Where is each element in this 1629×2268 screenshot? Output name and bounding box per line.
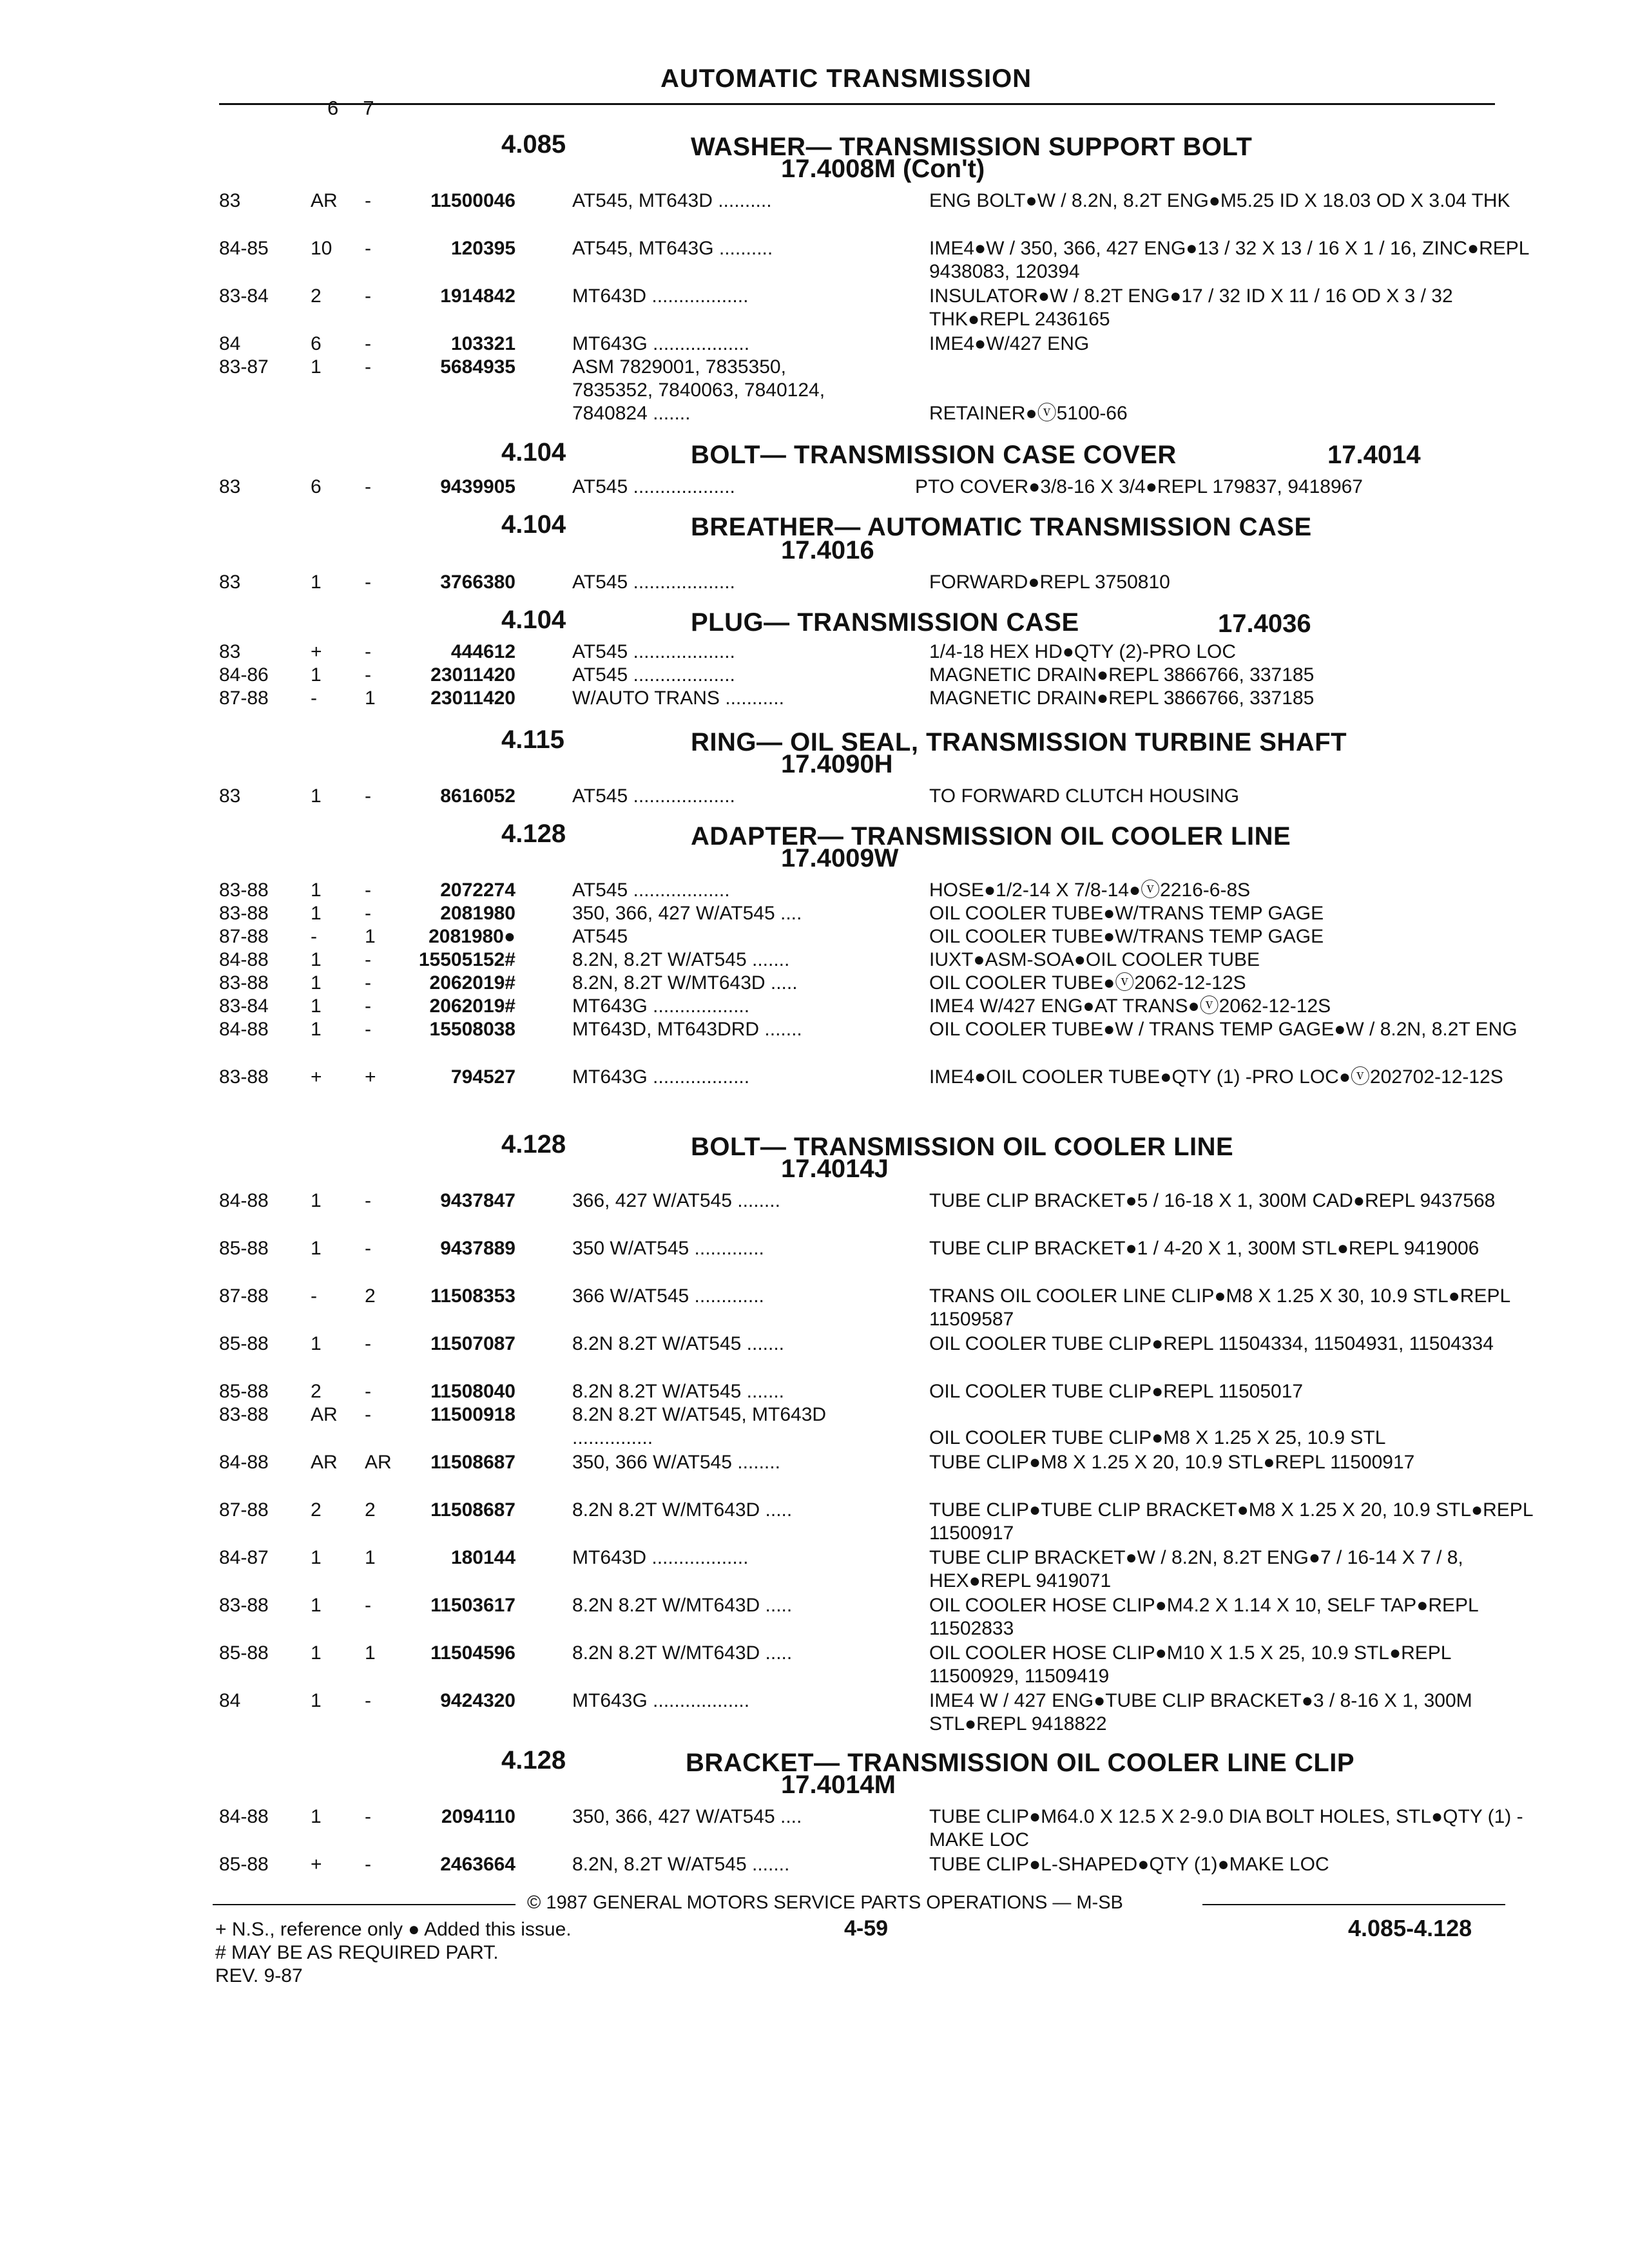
row-model: AT545, MT643G ..........: [572, 238, 773, 259]
row-qty-col7: -: [365, 1381, 371, 1402]
section-title: BREATHER— AUTOMATIC TRANSMISSION CASE: [691, 513, 1312, 541]
section-code: 17.4014M: [781, 1771, 896, 1799]
row-model: MT643G ..................: [572, 1066, 750, 1088]
row-part-number: 444612: [450, 641, 516, 662]
row-part-number: 11507087: [430, 1333, 516, 1354]
row-qty-col6: 6: [311, 476, 322, 497]
row-part-number: 9424320: [440, 1690, 516, 1711]
row-qty-col7: -: [365, 356, 371, 378]
row-part-number: 11508687: [430, 1452, 516, 1473]
row-description: PTO COVER●3/8-16 X 3/4●REPL 179837, 9418967: [915, 476, 1363, 497]
row-part-number: 9437847: [440, 1190, 516, 1211]
row-years: 87-88: [219, 926, 269, 947]
row-model: 350 W/AT545 .............: [572, 1238, 764, 1259]
row-years: 87-88: [219, 1285, 269, 1307]
row-part-number: 180144: [450, 1547, 516, 1568]
row-qty-col7: 1: [365, 1642, 376, 1664]
row-part-number: 2094110: [441, 1806, 516, 1827]
row-qty-col6: 2: [311, 1499, 322, 1521]
row-part-number: 2463664: [440, 1854, 516, 1875]
row-qty-col7: -: [365, 949, 371, 970]
footnote-reference: + N.S., reference only ● Added this issue.: [215, 1919, 572, 1940]
row-years: 83-88: [219, 903, 269, 924]
row-qty-col7: 1: [365, 926, 376, 947]
section-code: 17.4008M (Con't): [781, 155, 985, 183]
row-part-number: 11508040: [430, 1381, 516, 1402]
row-qty-col6: -: [311, 1285, 317, 1307]
row-model: 8.2N 8.2T W/MT643D .....: [572, 1595, 793, 1616]
row-part-number: 9437889: [440, 1238, 516, 1259]
row-years: 83: [219, 785, 241, 807]
row-model: MT643D, MT643DRD .......: [572, 1019, 802, 1040]
row-description: MAGNETIC DRAIN●REPL 3866766, 337185: [929, 687, 1315, 709]
row-years: 83-88: [219, 972, 269, 994]
row-qty-col6: 2: [311, 1381, 322, 1402]
row-qty-col6: +: [311, 1066, 322, 1088]
row-description: HOSE●1/2-14 X 7/8-14●ⓥ2216-6-8S: [929, 879, 1251, 901]
row-qty-col7: -: [365, 641, 371, 662]
row-years: 84: [219, 333, 241, 354]
row-description: OIL COOLER TUBE●ⓥ2062-12-12S: [929, 972, 1246, 994]
row-part-number: 120395: [450, 238, 516, 259]
row-model: 8.2N 8.2T W/MT643D .....: [572, 1499, 793, 1521]
row-model: 350, 366 W/AT545 ........: [572, 1452, 780, 1473]
row-part-number: 15508038: [429, 1019, 516, 1040]
section-number: 4.104: [501, 510, 566, 539]
section-number: 4.128: [501, 1746, 566, 1774]
row-qty-col6: 1: [311, 572, 322, 593]
row-qty-col6: AR: [311, 1452, 338, 1473]
row-part-number: 3766380: [440, 572, 516, 593]
row-qty-col6: 1: [311, 995, 322, 1017]
row-part-number: 11504596: [430, 1642, 516, 1664]
revision-date: REV. 9-87: [215, 1965, 303, 1986]
row-description: OIL COOLER TUBE CLIP●REPL 11504334, 11504931, 11504334: [929, 1333, 1494, 1354]
row-years: 85-88: [219, 1238, 269, 1259]
row-description: TUBE CLIP●M8 X 1.25 X 20, 10.9 STL●REPL 11500917: [929, 1452, 1415, 1473]
row-qty-col7: 1: [365, 1547, 376, 1568]
section-range: 4.085-4.128: [1348, 1915, 1472, 1941]
footer-rule-right: [1202, 1904, 1505, 1905]
section-title: ADAPTER— TRANSMISSION OIL COOLER LINE: [691, 822, 1291, 850]
row-qty-col6: AR: [311, 190, 338, 211]
row-model: AT545 ...................: [572, 785, 735, 807]
row-years: 83-88: [219, 1404, 269, 1425]
row-qty-col7: -: [365, 333, 371, 354]
section-title: BOLT— TRANSMISSION OIL COOLER LINE: [691, 1133, 1234, 1161]
row-model: 8.2N 8.2T W/MT643D .....: [572, 1642, 793, 1664]
row-model: AT545 ...................: [572, 476, 735, 497]
column-numbers: [327, 97, 399, 120]
row-qty-col6: 1: [311, 1642, 322, 1664]
row-part-number: 2072274: [440, 879, 516, 901]
row-years: 84-88: [219, 1806, 269, 1827]
row-qty-col6: +: [311, 641, 322, 662]
row-qty-col7: -: [365, 572, 371, 593]
row-qty-col7: -: [365, 1595, 371, 1616]
row-years: 87-88: [219, 1499, 269, 1521]
row-qty-col7: -: [365, 190, 371, 211]
row-model: MT643G ..................: [572, 995, 750, 1017]
row-description: IUXT●ASM-SOA●OIL COOLER TUBE: [929, 949, 1260, 970]
row-model: AT545: [572, 926, 628, 947]
row-qty-col7: -: [365, 995, 371, 1017]
row-qty-col6: 1: [311, 879, 322, 901]
row-model: 350, 366, 427 W/AT545 ....: [572, 903, 802, 924]
row-qty-col7: -: [365, 1190, 371, 1211]
row-qty-col7: -: [365, 238, 371, 259]
row-years: 84-88: [219, 1452, 269, 1473]
row-qty-col7: 2: [365, 1499, 376, 1521]
row-qty-col6: 1: [311, 1547, 322, 1568]
row-qty-col6: 1: [311, 356, 322, 378]
row-part-number: 1914842: [440, 285, 516, 307]
row-qty-col7: -: [365, 1333, 371, 1354]
row-years: 83-88: [219, 1595, 269, 1616]
footnote-as-required: # MAY BE AS REQUIRED PART.: [215, 1942, 499, 1963]
row-part-number: 23011420: [430, 664, 516, 686]
row-model: MT643D ..................: [572, 285, 749, 307]
column-number-7: 7: [363, 97, 374, 119]
row-years: 84-88: [219, 1019, 269, 1040]
row-qty-col7: -: [365, 1238, 371, 1259]
row-part-number: 15505152#: [418, 949, 516, 970]
row-part-number: 794527: [450, 1066, 516, 1088]
section-title: BOLT— TRANSMISSION CASE COVER: [691, 441, 1177, 469]
row-model: 8.2N, 8.2T W/AT545 .......: [572, 949, 790, 970]
row-description: OIL COOLER TUBE●W/TRANS TEMP GAGE: [929, 926, 1324, 947]
row-qty-col6: 1: [311, 664, 322, 686]
copyright-notice: © 1987 GENERAL MOTORS SERVICE PARTS OPERATIONS — M-SB: [527, 1892, 1123, 1913]
row-description: INSULATOR●W / 8.2T ENG●17 / 32 ID X 11 / 16 OD X 3 / 32 THK●REPL 2436165: [929, 285, 1453, 330]
row-description: FORWARD●REPL 3750810: [929, 572, 1170, 593]
row-description: IME4 W / 427 ENG●TUBE CLIP BRACKET●3 / 8-16 X 1, 300M STL●REPL 9418822: [929, 1690, 1472, 1735]
row-qty-col7: 1: [365, 687, 376, 709]
row-description: MAGNETIC DRAIN●REPL 3866766, 337185: [929, 664, 1315, 686]
row-years: 85-88: [219, 1381, 269, 1402]
row-qty-col7: AR: [365, 1452, 392, 1473]
section-number: 4.104: [501, 438, 566, 466]
row-qty-col7: -: [365, 1854, 371, 1875]
row-model: MT643G ..................: [572, 1690, 750, 1711]
row-years: 83-87: [219, 356, 269, 378]
row-qty-col7: -: [365, 285, 371, 307]
row-model: 8.2N 8.2T W/AT545, MT643D ...............: [572, 1404, 827, 1448]
row-description: OIL COOLER HOSE CLIP●M10 X 1.5 X 25, 10.9 STL●REPL 11500929, 11509419: [929, 1642, 1451, 1687]
row-model: AT545 ...................: [572, 664, 735, 686]
row-part-number: 103321: [450, 333, 516, 354]
section-code: 17.4014J: [781, 1155, 889, 1183]
row-part-number: 11500918: [430, 1404, 516, 1425]
row-part-number: 11503617: [430, 1595, 516, 1616]
row-part-number: 2081980●: [429, 926, 516, 947]
row-qty-col6: 10: [311, 238, 333, 259]
row-model: W/AUTO TRANS ...........: [572, 687, 784, 709]
row-qty-col6: +: [311, 1854, 322, 1875]
row-years: 83: [219, 476, 241, 497]
row-description: TUBE CLIP●M64.0 X 12.5 X 2-9.0 DIA BOLT HOLES, STL●QTY (1) -MAKE LOC: [929, 1806, 1523, 1850]
column-number-6: 6: [327, 97, 339, 119]
row-part-number: 9439905: [440, 476, 516, 497]
row-qty-col7: -: [365, 903, 371, 924]
row-qty-col7: -: [365, 1019, 371, 1040]
row-qty-col6: 1: [311, 1595, 322, 1616]
section-number: 4.104: [501, 606, 566, 634]
row-qty-col7: 2: [365, 1285, 376, 1307]
row-model: AT545 ..................: [572, 879, 730, 901]
row-qty-col6: 1: [311, 1690, 322, 1711]
row-qty-col7: -: [365, 785, 371, 807]
row-qty-col6: 1: [311, 949, 322, 970]
row-part-number: 2062019#: [429, 972, 516, 994]
row-description: OIL COOLER TUBE CLIP●REPL 11505017: [929, 1381, 1304, 1402]
row-years: 83: [219, 641, 241, 662]
row-model: MT643G ..................: [572, 333, 750, 354]
row-description: OIL COOLER TUBE●W/TRANS TEMP GAGE: [929, 903, 1324, 924]
row-description: IME4●W/427 ENG: [929, 333, 1090, 354]
row-years: 83: [219, 572, 241, 593]
row-description: OIL COOLER HOSE CLIP●M4.2 X 1.14 X 10, SELF TAP●REPL 11502833: [929, 1595, 1478, 1639]
row-description: TUBE CLIP BRACKET●5 / 16-18 X 1, 300M CAD●REPL 9437568: [929, 1190, 1496, 1211]
row-qty-col7: -: [365, 664, 371, 686]
row-years: 84: [219, 1690, 241, 1711]
header-rule: [219, 103, 1495, 105]
row-description: RETAINER●ⓥ5100-66: [929, 403, 1128, 424]
row-description: TO FORWARD CLUTCH HOUSING: [929, 785, 1240, 807]
footer-rule-left: [213, 1904, 516, 1905]
row-qty-col6: 1: [311, 972, 322, 994]
row-model: AT545, MT643D ..........: [572, 190, 772, 211]
row-description: TRANS OIL COOLER LINE CLIP●M8 X 1.25 X 30, 10.9 STL●REPL 11509587: [929, 1285, 1510, 1330]
row-years: 83-84: [219, 285, 269, 307]
row-qty-col6: 1: [311, 1238, 322, 1259]
row-part-number: 11508353: [430, 1285, 516, 1307]
row-description: ENG BOLT●W / 8.2N, 8.2T ENG●M5.25 ID X 18.03 OD X 3.04 THK: [929, 190, 1510, 211]
row-description: TUBE CLIP●TUBE CLIP BRACKET●M8 X 1.25 X 20, 10.9 STL●REPL 11500917: [929, 1499, 1533, 1544]
row-qty-col6: 1: [311, 903, 322, 924]
row-qty-col6: 1: [311, 785, 322, 807]
row-years: 84-87: [219, 1547, 269, 1568]
row-description: TUBE CLIP●L-SHAPED●QTY (1)●MAKE LOC: [929, 1854, 1329, 1875]
row-years: 87-88: [219, 687, 269, 709]
row-qty-col7: +: [365, 1066, 376, 1088]
row-model: 8.2N, 8.2T W/AT545 .......: [572, 1854, 790, 1875]
row-part-number: 5684935: [440, 356, 516, 378]
row-model: 366 W/AT545 .............: [572, 1285, 764, 1307]
row-model: 366, 427 W/AT545 ........: [572, 1190, 780, 1211]
row-qty-col6: 6: [311, 333, 322, 354]
row-qty-col6: -: [311, 926, 317, 947]
row-years: 85-88: [219, 1642, 269, 1664]
row-description: TUBE CLIP BRACKET●1 / 4-20 X 1, 300M STL●REPL 9419006: [929, 1238, 1480, 1259]
row-description: IME4 W/427 ENG●AT TRANS●ⓥ2062-12-12S: [929, 995, 1331, 1017]
row-model: 350, 366, 427 W/AT545 ....: [572, 1806, 802, 1827]
row-years: 83-88: [219, 879, 269, 901]
section-code: 17.4014: [1327, 441, 1421, 469]
page-header-title: AUTOMATIC TRANSMISSION: [660, 64, 1032, 93]
row-years: 84-88: [219, 1190, 269, 1211]
row-part-number: 23011420: [430, 687, 516, 709]
section-number: 4.128: [501, 1130, 566, 1158]
page-number: 4-59: [844, 1916, 889, 1941]
row-description: OIL COOLER TUBE CLIP●M8 X 1.25 X 25, 10.9 STL: [929, 1427, 1386, 1448]
row-description: OIL COOLER TUBE●W / TRANS TEMP GAGE●W / 8.2N, 8.2T ENG: [929, 1019, 1518, 1040]
row-years: 83-88: [219, 1066, 269, 1088]
row-years: 84-86: [219, 664, 269, 686]
section-code: 17.4090H: [781, 750, 893, 778]
row-qty-col7: -: [365, 1404, 371, 1425]
section-code: 17.4016: [781, 536, 874, 564]
row-years: 84-85: [219, 238, 269, 259]
row-qty-col6: -: [311, 687, 317, 709]
row-qty-col6: AR: [311, 1404, 338, 1425]
section-number: 4.115: [501, 726, 564, 754]
row-years: 84-88: [219, 949, 269, 970]
row-model: ASM 7829001, 7835350, 7835352, 7840063, 7840124, 7840824 .......: [572, 356, 825, 424]
row-description: TUBE CLIP BRACKET●W / 8.2N, 8.2T ENG●7 / 16-14 X 7 / 8, HEX●REPL 9419071: [929, 1547, 1463, 1591]
section-title: BRACKET— TRANSMISSION OIL COOLER LINE CLIP: [686, 1749, 1355, 1777]
row-qty-col7: -: [365, 476, 371, 497]
row-qty-col7: -: [365, 879, 371, 901]
row-qty-col6: 1: [311, 1019, 322, 1040]
row-model: MT643D ..................: [572, 1547, 749, 1568]
row-qty-col6: 1: [311, 1333, 322, 1354]
row-part-number: 11500046: [430, 190, 516, 211]
row-qty-col7: -: [365, 972, 371, 994]
row-part-number: 8616052: [440, 785, 516, 807]
row-qty-col6: 2: [311, 285, 322, 307]
row-part-number: 11508687: [430, 1499, 516, 1521]
row-model: AT545 ...................: [572, 641, 735, 662]
section-title: RING— OIL SEAL, TRANSMISSION TURBINE SHAFT: [691, 728, 1347, 756]
row-years: 85-88: [219, 1333, 269, 1354]
section-title: WASHER— TRANSMISSION SUPPORT BOLT: [691, 133, 1253, 161]
section-number: 4.085: [501, 130, 566, 159]
section-number: 4.128: [501, 820, 566, 848]
row-model: 8.2N 8.2T W/AT545 .......: [572, 1381, 785, 1402]
row-model: 8.2N 8.2T W/AT545 .......: [572, 1333, 785, 1354]
row-part-number: 2062019#: [429, 995, 516, 1017]
row-years: 85-88: [219, 1854, 269, 1875]
row-model: 8.2N, 8.2T W/MT643D .....: [572, 972, 798, 994]
section-code: 17.4009W: [781, 844, 899, 872]
section-title: PLUG— TRANSMISSION CASE: [691, 608, 1079, 637]
row-qty-col6: 1: [311, 1806, 322, 1827]
row-model: AT545 ...................: [572, 572, 735, 593]
row-qty-col6: 1: [311, 1190, 322, 1211]
row-description: IME4●OIL COOLER TUBE●QTY (1) -PRO LOC●ⓥ202702-12-12S: [929, 1066, 1503, 1088]
row-years: 83-84: [219, 995, 269, 1017]
row-years: 83: [219, 190, 241, 211]
section-code: 17.4036: [1218, 610, 1311, 638]
row-description: 1/4-18 HEX HD●QTY (2)-PRO LOC: [929, 641, 1237, 662]
row-qty-col7: -: [365, 1806, 371, 1827]
row-qty-col7: -: [365, 1690, 371, 1711]
row-description: IME4●W / 350, 366, 427 ENG●13 / 32 X 13 / 16 X 1 / 16, ZINC●REPL 9438083, 120394: [929, 238, 1529, 282]
row-part-number: 2081980: [440, 903, 516, 924]
